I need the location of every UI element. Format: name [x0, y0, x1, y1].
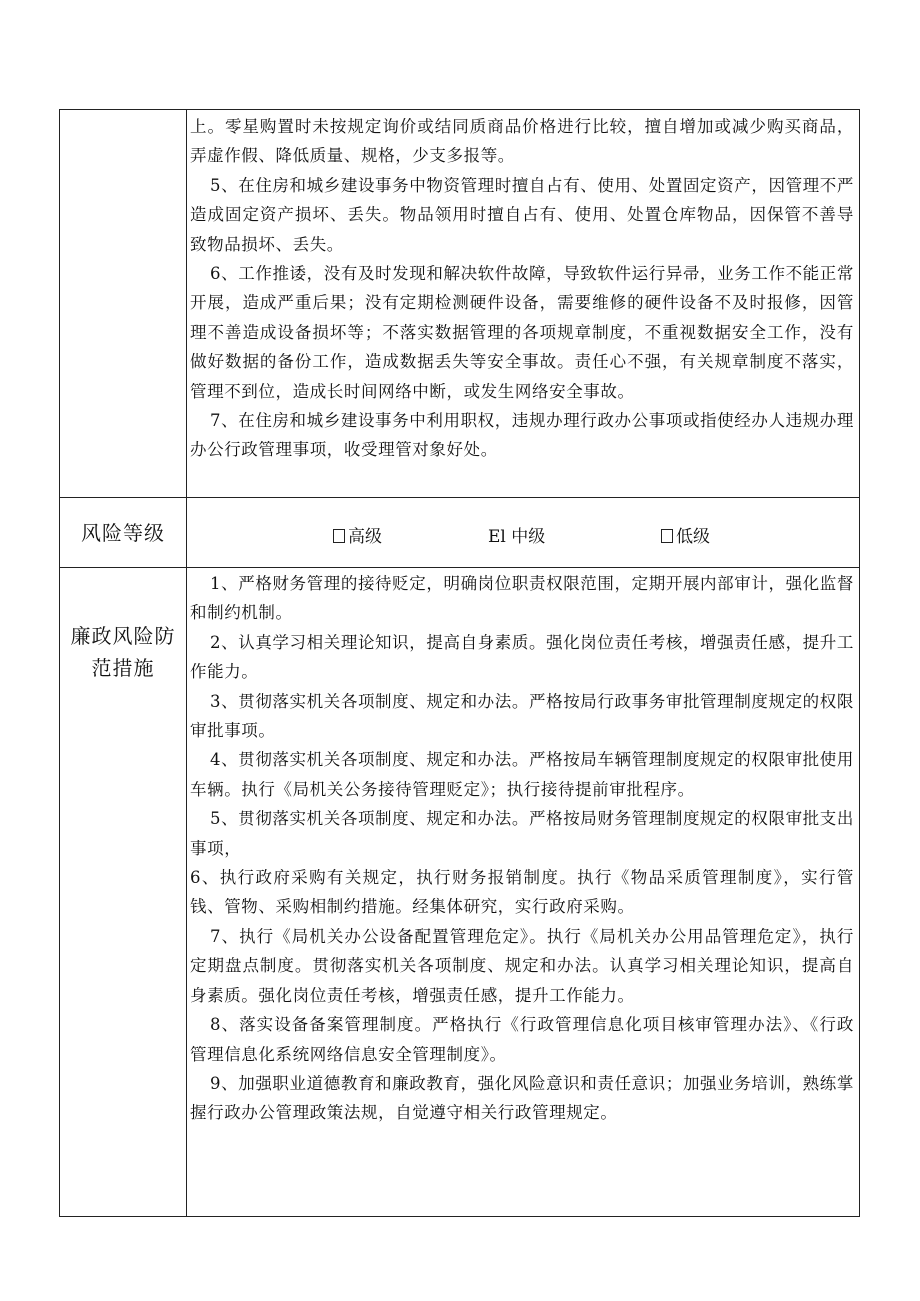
risk-description-row — [60, 110, 859, 498]
risk-paragraph: 7、在住房和城乡建设事务中利用职权，违规办理行政办公事项或指使经办人违规办理办公行政管理事项，收受理管对象好处。 — [190, 411, 854, 460]
risk-table — [59, 109, 860, 1217]
risk-level-mid-option — [488, 522, 545, 547]
measure-paragraph: 6、执行政府采购有关规定，执行财务报销制度。执行《物品采质管理制度》，实行管钱、管物、采购相制约措施。经集体研究，实行政府采购。 — [190, 868, 854, 917]
measures-content — [187, 568, 859, 1216]
checkbox-icon — [333, 529, 345, 543]
risk-level-mid-label: 中级 — [511, 527, 546, 547]
measure-paragraph: 5、贯彻落实机关各项制度、规定和办法。严格按局财务管理制度规定的权限审批支出事项， — [190, 809, 854, 858]
risk-level-low-option — [661, 522, 710, 547]
measure-paragraph: 9、加强职业道德教育和廉政教育，强化风险意识和责任意识；加强业务培训，熟练掌握行政办公管理政策法规，自觉遵守相关行政管理规定。 — [190, 1073, 854, 1123]
risk-level-mid-mark: El — [488, 527, 506, 547]
risk-level-options — [187, 498, 859, 567]
risk-level-row — [60, 498, 859, 568]
risk-description-label-cell — [60, 110, 187, 497]
measure-paragraph: 2、认真学习相关理论知识，提高自身素质。强化岗位责任考核，增强责任感，提升工作能力。 — [190, 632, 854, 682]
measure-paragraph: 4、贯彻落实机关各项制度、规定和办法。严格按局车辆管理制度规定的权限审批使用车辆。执行《局机关公务接待管理贬定》；执行接待提前审批程序。 — [190, 750, 854, 799]
risk-level-label-cell — [60, 498, 187, 567]
risk-level-low-label: 低级 — [676, 527, 710, 547]
risk-paragraph: 上。零星购置时未按规定询价或结同质商品价格进行比较，擅自增加或减少购买商品，弄虚作假、降低质量、规格，少支多报等。 — [190, 117, 854, 166]
measures-row — [60, 568, 859, 1216]
risk-level-high-option — [333, 522, 382, 547]
checkbox-icon — [661, 529, 673, 543]
risk-paragraph: 6、工作推诿，没有及时发现和解决软件故障，导致软件运行异帚，业务工作不能正常开展，造成严重后果；没有定期检测硬件设备，需要维修的硬件设备不及时报修，因管理不善造成设备损坏等；不落实数据管理的各项规章制度，不重视数据安全工作，没有做好数据的备份工作，造成数据丢失等安全事故。责任心不强，有关规章制度不落实，管理不到位，造成长时间网络中断，或发生网络安全事故。 — [190, 264, 854, 401]
measures-label-cell — [60, 568, 187, 1216]
risk-description-content — [187, 110, 859, 497]
risk-paragraph: 5、在住房和城乡建设事务中物资管理时擅自占有、使用、处置固定资产，因管理不严造成固定资产损坏、丢失。物品领用时擅自占有、使用、处置仓库物品，因保管不善导致物品损坏、丢失。 — [190, 175, 854, 254]
risk-level-high-label: 高级 — [348, 527, 382, 547]
measure-paragraph: 8、落实设备备案管理制度。严格执行《行政管理信息化项目核审管理办法》、《行政管理信息化系统网络信息安全管理制度》。 — [190, 1015, 854, 1064]
risk-level-label: 风险等级 — [81, 521, 165, 545]
measure-paragraph: 3、贯彻落实机关各项制度、规定和办法。严格按局行政事务审批管理制度规定的权限审批事项。 — [190, 691, 854, 741]
measure-paragraph: 7、执行《局机关办公设备配置管理危定》。执行《局机关办公用品管理危定》，执行定期盘点制度。贯彻落实机关各项制度、规定和办法。认真学习相关理论知识，提高自身素质。强化岗位责任考核，增强责任感，提升工作能力。 — [190, 926, 854, 1005]
measure-paragraph: 1、严格财务管理的接待贬定，明确岗位职责权限范围，定期开展内部审计，强化监督和制约机制。 — [190, 574, 854, 623]
measures-label: 廉政风险防范措施 — [70, 624, 176, 680]
